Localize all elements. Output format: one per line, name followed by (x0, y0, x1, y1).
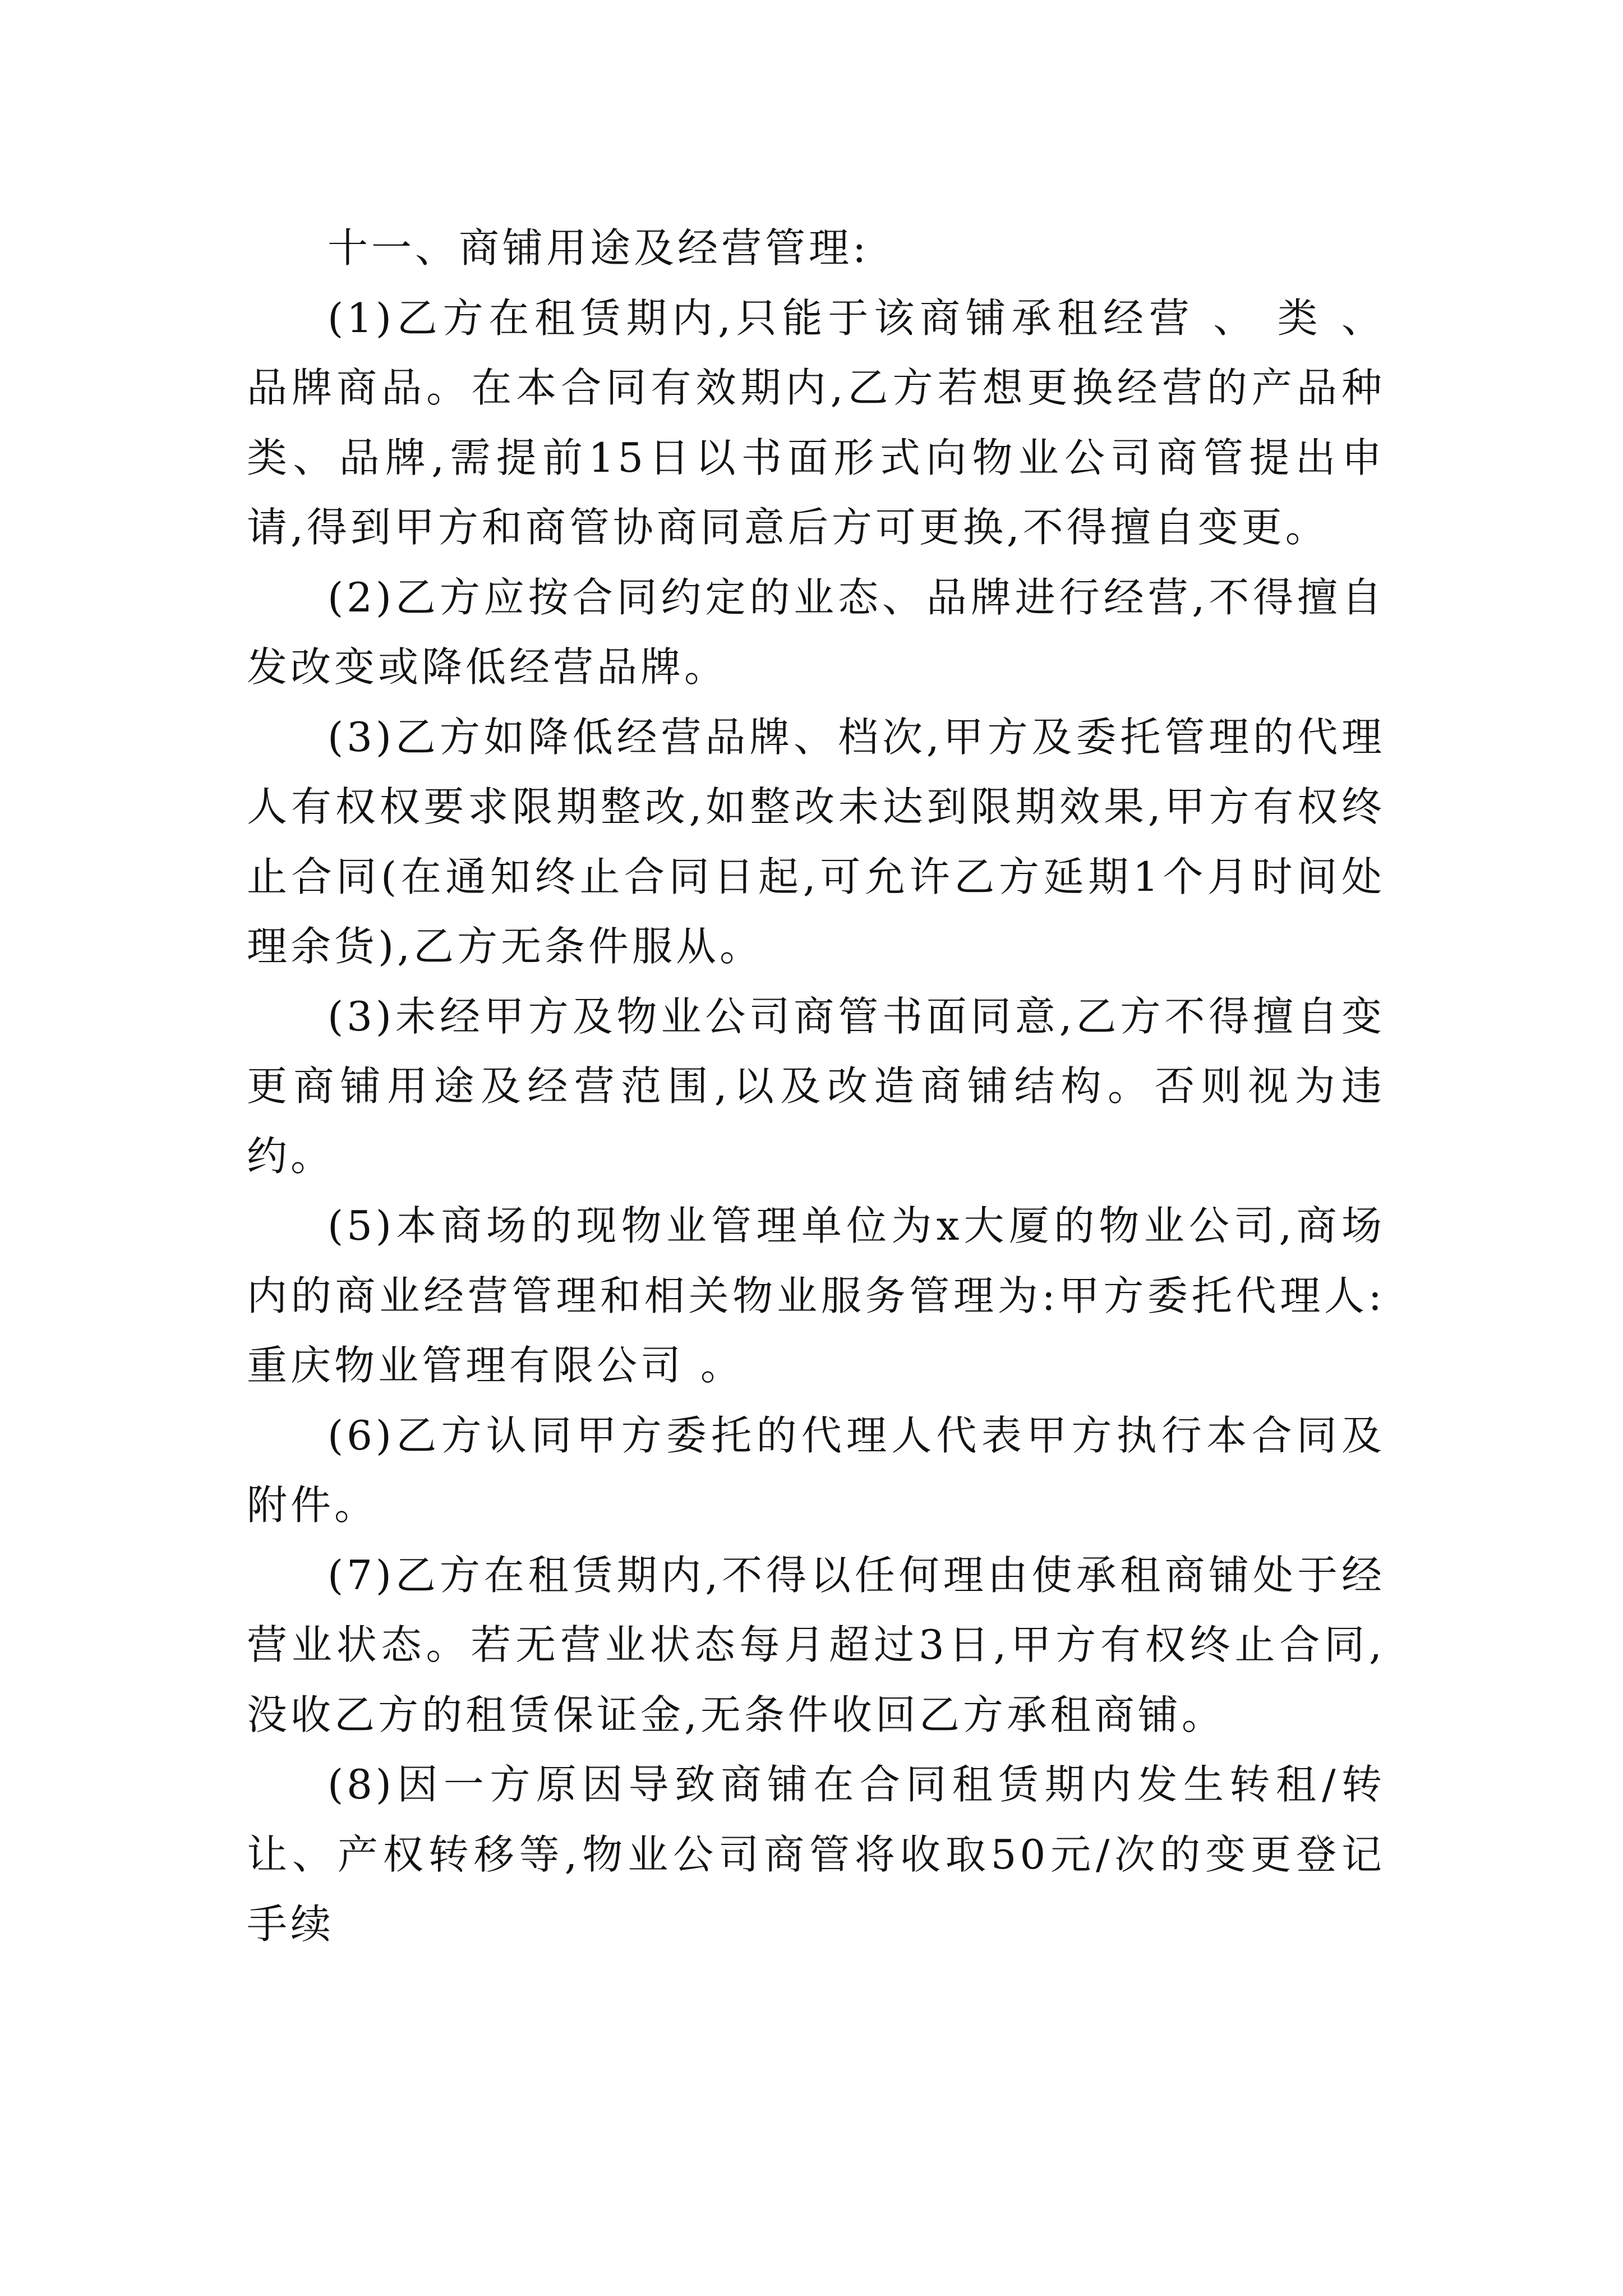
section-heading: 十一、商铺用途及经营管理: (328, 224, 870, 272)
clause-3: (3)乙方如降低经营品牌、档次,甲方及委托管理的代理人有权权要求限期整改,如整改未达到限期效果,甲方有权终止合同(在通知终止合同日起,可允许乙方延期1个月时间处理余货),乙方无条件服从。 (247, 713, 1385, 970)
document-body (247, 213, 1385, 1959)
clause-4: (3)未经甲方及物业公司商管书面同意,乙方不得擅自变更商铺用途及经营范围,以及改造商铺结构。否则视为违约。 (247, 992, 1385, 1180)
clause-1: (1)乙方在租赁期内,只能于该商铺承租经营 、 类 、 品牌商品。在本合同有效期内,乙方若想更换经营的产品种类、品牌,需提前15日以书面形式向物业公司商管提出申请,得到甲方和商管协商同意后方可更换,不得擅自变更。 (247, 294, 1385, 551)
clause-5: (5)本商场的现物业管理单位为x大厦的物业公司,商场内的商业经营管理和相关物业服务管理为:甲方委托代理人:重庆物业管理有限公司 。 (247, 1202, 1385, 1389)
clause-6: (6)乙方认同甲方委托的代理人代表甲方执行本合同及附件。 (247, 1411, 1385, 1529)
clause-7: (7)乙方在租赁期内,不得以任何理由使承租商铺处于经营业状态。若无营业状态每月超过3日,甲方有权终止合同,没收乙方的租赁保证金,无条件收回乙方承租商铺。 (247, 1551, 1385, 1738)
clause-8: (8)因一方原因导致商铺在合同租赁期内发生转租/转让、产权转移等,物业公司商管将收取50元/次的变更登记手续 (247, 1761, 1385, 1948)
clause-2: (2)乙方应按合同约定的业态、品牌进行经营,不得擅自发改变或降低经营品牌。 (247, 573, 1385, 691)
